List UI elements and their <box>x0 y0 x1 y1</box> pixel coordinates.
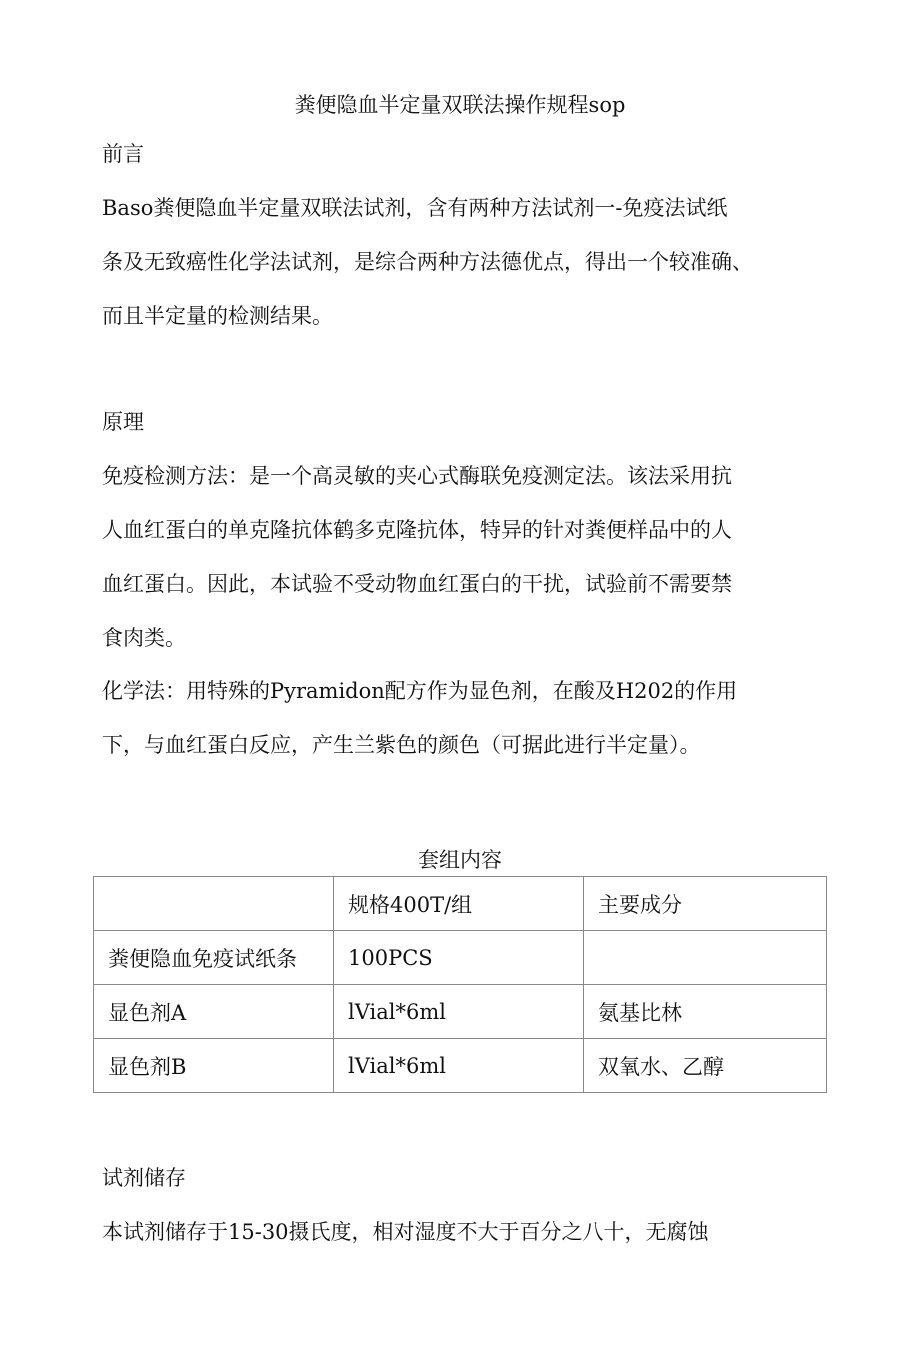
table-header-row <box>94 877 827 931</box>
table-cell: lVial*6ml <box>334 985 584 1039</box>
table-row <box>94 985 827 1039</box>
table-cell: 氨基比林 <box>584 985 827 1039</box>
table-row <box>94 931 827 985</box>
storage-heading: 试剂储存 <box>102 1166 186 1190</box>
preface-line: 而且半定量的检测结果。 <box>102 304 333 328</box>
principle-line: 下，与血红蛋白反应，产生兰紫色的颜色（可据此进行半定量）。 <box>102 733 701 757</box>
preface-heading: 前言 <box>102 142 144 166</box>
kit-contents-table <box>93 876 827 1093</box>
table-cell: 显色剂B <box>94 1039 334 1093</box>
header-cell: 规格400T/组 <box>334 877 584 931</box>
header-cell <box>94 877 334 931</box>
table-caption: 套组内容 <box>418 848 502 872</box>
table-cell: 显色剂A <box>94 985 334 1039</box>
table-cell <box>584 931 827 985</box>
table-cell: 粪便隐血免疫试纸条 <box>94 931 334 985</box>
principle-line: 血红蛋白。因此，本试验不受动物血红蛋白的干扰，试验前不需要禁 <box>102 572 732 596</box>
storage-line: 本试剂储存于15-30摄氏度，相对湿度不大于百分之八十，无腐蚀 <box>102 1220 709 1244</box>
table-cell: lVial*6ml <box>334 1039 584 1093</box>
principle-line: 免疫检测方法：是一个高灵敏的夹心式酶联免疫测定法。该法采用抗 <box>102 464 732 488</box>
principle-heading: 原理 <box>102 410 144 434</box>
table-cell: 100PCS <box>334 931 584 985</box>
document-title: 粪便隐血半定量双联法操作规程sop <box>294 93 626 117</box>
principle-line: 人血红蛋白的单克隆抗体鹤多克隆抗体，特异的针对粪便样品中的人 <box>102 518 732 542</box>
table-row <box>94 1039 827 1093</box>
preface-line: Baso粪便隐血半定量双联法试剂，含有两种方法试剂一-免疫法试纸 <box>102 196 728 220</box>
preface-line: 条及无致癌性化学法试剂，是综合两种方法德优点，得出一个较准确、 <box>102 250 753 274</box>
principle-line: 食肉类。 <box>102 626 186 650</box>
table-cell: 双氧水、乙醇 <box>584 1039 827 1093</box>
principle-line: 化学法：用特殊的Pyramidon配方作为显色剂，在酸及H202的作用 <box>102 679 738 703</box>
header-cell: 主要成分 <box>584 877 827 931</box>
